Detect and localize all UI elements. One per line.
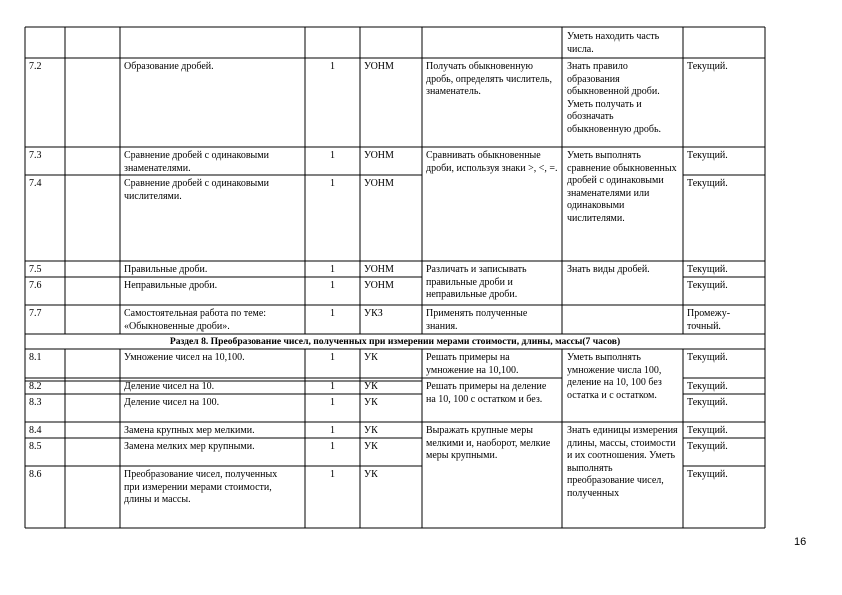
cell-type: УОНМ — [364, 150, 394, 161]
cell-topic: Деление чисел на 100. — [124, 397, 220, 408]
cell-type: УОНМ — [364, 61, 394, 72]
cell-num: 7.7 — [29, 308, 42, 319]
cell-type: УОНМ — [364, 280, 394, 291]
cell-type: УК — [364, 425, 378, 436]
cell-num: 7.4 — [29, 178, 42, 189]
cell-hours: 1 — [330, 352, 335, 363]
page-number: 16 — [794, 536, 807, 548]
section-title: Раздел 8. Преобразование чисел, полученных при измерении мерами стоимости, длины, массы(7 часов) — [169, 336, 621, 347]
cell-result: Уметь выполнять сравнение обыкновенных дробей с одинаковыми знаменателями или одинаковыми числителями. — [567, 150, 677, 224]
cell-type: УК — [364, 352, 378, 363]
cell-hours: 1 — [330, 381, 335, 392]
cell-num: 8.4 — [29, 425, 42, 436]
cell-control: Текущий. — [687, 178, 728, 189]
cell-activity: Применять полученные знания. — [426, 308, 528, 332]
cell-hours: 1 — [330, 280, 335, 291]
cell-control: Текущий. — [687, 280, 728, 291]
cell-control: Текущий. — [687, 397, 728, 408]
cell-control: Текущий. — [687, 425, 728, 436]
cell-topic: Преобразование чисел, полученных при измерении мерами стоимости, длины и массы. — [124, 469, 278, 505]
cell-hours: 1 — [330, 178, 335, 189]
cell-hours: 1 — [330, 150, 335, 161]
cell-result: Знать виды дробей. — [567, 264, 650, 275]
cell-num: 8.1 — [29, 352, 42, 363]
cell-topic: Сравнение дробей с одинаковыми числителями. — [124, 178, 269, 202]
cell-num: 7.6 — [29, 280, 42, 291]
cell-topic: Образование дробей. — [124, 61, 214, 72]
cell-control: Текущий. — [687, 264, 728, 275]
cell-control: Промежу-точный. — [687, 308, 731, 332]
cell-hours: 1 — [330, 397, 335, 408]
cell-control: Текущий. — [687, 61, 728, 72]
cell-topic: Неправильные дроби. — [124, 280, 218, 291]
cell-hours: 1 — [330, 61, 335, 72]
cell-num: 8.3 — [29, 397, 42, 408]
cell-activity: Решать примеры на деление на 10, 100 с остатком и без. — [426, 381, 547, 405]
cell-activity: Выражать крупные меры мелкими и, наоборот, мелкие меры крупными. — [426, 425, 551, 461]
cell-type: УК — [364, 397, 378, 408]
cell-num: 7.2 — [29, 61, 42, 72]
cell-topic: Правильные дроби. — [124, 264, 208, 275]
cell-control: Текущий. — [687, 352, 728, 363]
cell-activity: Различать и записывать правильные дроби и неправильные дроби. — [426, 264, 527, 300]
cell-num: 7.5 — [29, 264, 42, 275]
cell-type: УОНМ — [364, 178, 394, 189]
cell-result: Знать правило образования обыкновенной дроби. Уметь получать и обозначать обыкновенную дробь. — [567, 61, 662, 135]
cell-result: Уметь находить часть числа. — [567, 31, 660, 55]
cell-control: Текущий. — [687, 469, 728, 480]
cell-num: 7.3 — [29, 150, 42, 161]
cell-topic: Замена мелких мер крупными. — [124, 441, 255, 452]
cell-hours: 1 — [330, 308, 335, 319]
cell-control: Текущий. — [687, 441, 728, 452]
cell-topic: Деление чисел на 10. — [124, 381, 215, 392]
cell-num: 8.5 — [29, 441, 42, 452]
cell-hours: 1 — [330, 441, 335, 452]
cell-type: УК — [364, 469, 378, 480]
cell-control: Текущий. — [687, 381, 728, 392]
cell-topic: Умножение чисел на 10,100. — [124, 352, 245, 363]
cell-num: 8.2 — [29, 381, 42, 392]
cell-type: УОНМ — [364, 264, 394, 275]
cell-control: Текущий. — [687, 150, 728, 161]
cell-type: УКЗ — [364, 308, 383, 319]
cell-result: Знать единицы измерения длины, массы, стоимости и их соотношения. Уметь выполнять преобразование чисел, полученных — [567, 425, 678, 499]
cell-hours: 1 — [330, 425, 335, 436]
cell-topic: Сравнение дробей с одинаковыми знаменателями. — [124, 150, 269, 174]
cell-result: Уметь выполнять умножение числа 100, деление на 10, 100 без остатка и с остатком. — [567, 352, 662, 401]
cell-activity: Сравнивать обыкновенные дроби, используя знаки >, <, =. — [426, 150, 558, 174]
cell-topic: Замена крупных мер мелкими. — [124, 425, 255, 436]
cell-activity: Решать примеры на умножение на 10,100. — [426, 352, 519, 376]
cell-num: 8.6 — [29, 469, 42, 480]
cell-hours: 1 — [330, 469, 335, 480]
cell-activity: Получать обыкновенную дробь, определять числитель, знаменатель. — [426, 61, 552, 97]
cell-type: УК — [364, 441, 378, 452]
cell-type: УК — [364, 381, 378, 392]
cell-topic: Самостоятельная работа по теме: «Обыкновенные дроби». — [124, 308, 267, 332]
cell-hours: 1 — [330, 264, 335, 275]
